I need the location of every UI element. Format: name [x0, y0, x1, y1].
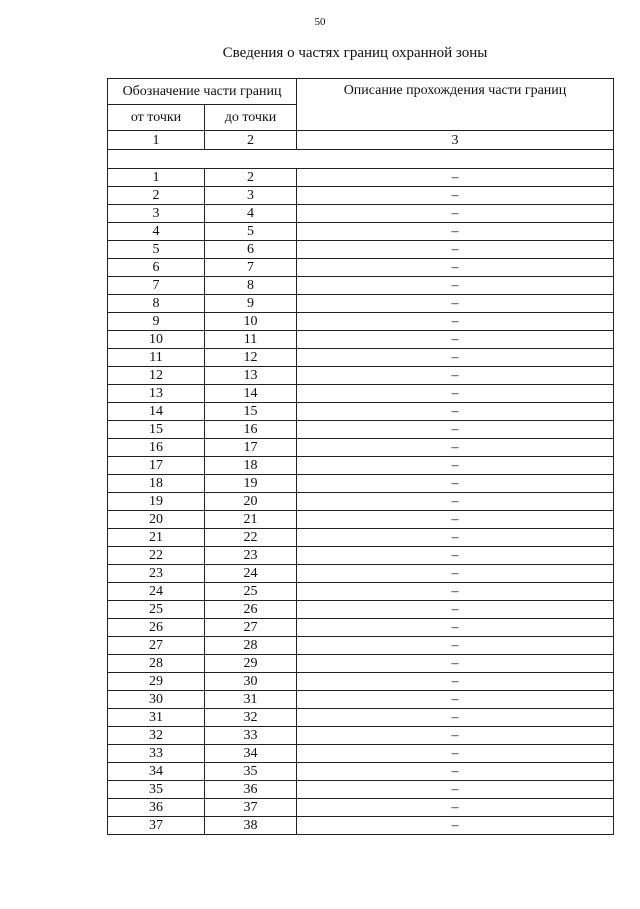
description-cell: –	[297, 637, 614, 655]
from-point-cell: 30	[108, 691, 205, 709]
from-point-cell: 34	[108, 763, 205, 781]
table-row	[108, 817, 614, 835]
from-point-cell: 6	[108, 259, 205, 277]
description-cell: –	[297, 421, 614, 439]
description-cell: –	[297, 295, 614, 313]
table-row	[108, 745, 614, 763]
to-point-cell: 22	[205, 529, 297, 547]
to-point-cell: 4	[205, 205, 297, 223]
from-point-cell: 22	[108, 547, 205, 565]
description-cell: –	[297, 727, 614, 745]
table-row	[108, 763, 614, 781]
table-row	[108, 529, 614, 547]
to-point-cell: 11	[205, 331, 297, 349]
description-cell: –	[297, 457, 614, 475]
table-row	[108, 637, 614, 655]
from-point-cell: 23	[108, 565, 205, 583]
to-point-cell: 32	[205, 709, 297, 727]
to-point-cell: 8	[205, 277, 297, 295]
from-point-cell: 28	[108, 655, 205, 673]
boundary-parts-table	[107, 78, 614, 835]
to-point-cell: 12	[205, 349, 297, 367]
table-row	[108, 727, 614, 745]
description-cell: –	[297, 313, 614, 331]
from-point-cell: 27	[108, 637, 205, 655]
table-row	[108, 511, 614, 529]
to-point-cell: 10	[205, 313, 297, 331]
table-row	[108, 691, 614, 709]
to-point-cell: 6	[205, 241, 297, 259]
from-point-cell: 25	[108, 601, 205, 619]
table-row	[108, 349, 614, 367]
description-cell: –	[297, 187, 614, 205]
description-cell: –	[297, 241, 614, 259]
from-point-cell: 8	[108, 295, 205, 313]
to-point-cell: 20	[205, 493, 297, 511]
to-point-cell: 35	[205, 763, 297, 781]
table-row	[108, 781, 614, 799]
table-row	[108, 187, 614, 205]
table-row	[108, 367, 614, 385]
table-row	[108, 205, 614, 223]
description-cell: –	[297, 799, 614, 817]
table-row	[108, 565, 614, 583]
header-description: Описание прохождения части границ	[297, 79, 614, 131]
to-point-cell: 24	[205, 565, 297, 583]
to-point-cell: 13	[205, 367, 297, 385]
to-point-cell: 26	[205, 601, 297, 619]
table-row	[108, 331, 614, 349]
table-row	[108, 385, 614, 403]
from-point-cell: 35	[108, 781, 205, 799]
to-point-cell: 19	[205, 475, 297, 493]
to-point-cell: 15	[205, 403, 297, 421]
from-point-cell: 14	[108, 403, 205, 421]
header-row-group	[108, 79, 614, 105]
table-row	[108, 223, 614, 241]
description-cell: –	[297, 709, 614, 727]
description-cell: –	[297, 565, 614, 583]
table-row	[108, 799, 614, 817]
to-point-cell: 16	[205, 421, 297, 439]
table-row	[108, 169, 614, 187]
description-cell: –	[297, 493, 614, 511]
table-row	[108, 259, 614, 277]
header-from-point: от точки	[108, 105, 205, 131]
from-point-cell: 31	[108, 709, 205, 727]
description-cell: –	[297, 403, 614, 421]
description-cell: –	[297, 601, 614, 619]
description-cell: –	[297, 439, 614, 457]
to-point-cell: 27	[205, 619, 297, 637]
to-point-cell: 17	[205, 439, 297, 457]
to-point-cell: 3	[205, 187, 297, 205]
from-point-cell: 11	[108, 349, 205, 367]
from-point-cell: 18	[108, 475, 205, 493]
description-cell: –	[297, 331, 614, 349]
table-row	[108, 475, 614, 493]
description-cell: –	[297, 817, 614, 835]
description-cell: –	[297, 259, 614, 277]
table-row	[108, 457, 614, 475]
to-point-cell: 9	[205, 295, 297, 313]
to-point-cell: 30	[205, 673, 297, 691]
to-point-cell: 2	[205, 169, 297, 187]
from-point-cell: 17	[108, 457, 205, 475]
table-row	[108, 619, 614, 637]
to-point-cell: 18	[205, 457, 297, 475]
page-number: 50	[314, 16, 326, 28]
description-cell: –	[297, 781, 614, 799]
from-point-cell: 29	[108, 673, 205, 691]
from-point-cell: 15	[108, 421, 205, 439]
from-point-cell: 21	[108, 529, 205, 547]
description-cell: –	[297, 475, 614, 493]
from-point-cell: 19	[108, 493, 205, 511]
from-point-cell: 24	[108, 583, 205, 601]
from-point-cell: 12	[108, 367, 205, 385]
from-point-cell: 7	[108, 277, 205, 295]
to-point-cell: 5	[205, 223, 297, 241]
header-row-numbers	[108, 131, 614, 150]
header-to-point: до точки	[205, 105, 297, 131]
to-point-cell: 37	[205, 799, 297, 817]
table-row	[108, 421, 614, 439]
table-row	[108, 403, 614, 421]
column-number-1: 1	[108, 131, 205, 150]
description-cell: –	[297, 277, 614, 295]
to-point-cell: 25	[205, 583, 297, 601]
table-row	[108, 277, 614, 295]
column-number-3: 3	[297, 131, 614, 150]
table-row	[108, 583, 614, 601]
description-cell: –	[297, 169, 614, 187]
description-cell: –	[297, 529, 614, 547]
from-point-cell: 1	[108, 169, 205, 187]
from-point-cell: 33	[108, 745, 205, 763]
table-row	[108, 673, 614, 691]
from-point-cell: 13	[108, 385, 205, 403]
table-row	[108, 709, 614, 727]
from-point-cell: 4	[108, 223, 205, 241]
table-row	[108, 241, 614, 259]
description-cell: –	[297, 745, 614, 763]
from-point-cell: 3	[108, 205, 205, 223]
table-row	[108, 493, 614, 511]
description-cell: –	[297, 655, 614, 673]
to-point-cell: 21	[205, 511, 297, 529]
from-point-cell: 37	[108, 817, 205, 835]
description-cell: –	[297, 673, 614, 691]
column-number-2: 2	[205, 131, 297, 150]
header-boundary-designation: Обозначение части границ	[108, 79, 297, 105]
description-cell: –	[297, 691, 614, 709]
description-cell: –	[297, 205, 614, 223]
description-cell: –	[297, 619, 614, 637]
from-point-cell: 5	[108, 241, 205, 259]
from-point-cell: 2	[108, 187, 205, 205]
from-point-cell: 20	[108, 511, 205, 529]
to-point-cell: 7	[205, 259, 297, 277]
to-point-cell: 28	[205, 637, 297, 655]
description-cell: –	[297, 367, 614, 385]
from-point-cell: 16	[108, 439, 205, 457]
description-cell: –	[297, 223, 614, 241]
to-point-cell: 29	[205, 655, 297, 673]
blank-row	[108, 150, 614, 169]
description-cell: –	[297, 385, 614, 403]
blank-cell	[108, 150, 614, 169]
from-point-cell: 36	[108, 799, 205, 817]
description-cell: –	[297, 547, 614, 565]
from-point-cell: 10	[108, 331, 205, 349]
table-row	[108, 313, 614, 331]
description-cell: –	[297, 349, 614, 367]
to-point-cell: 36	[205, 781, 297, 799]
to-point-cell: 31	[205, 691, 297, 709]
from-point-cell: 32	[108, 727, 205, 745]
to-point-cell: 33	[205, 727, 297, 745]
from-point-cell: 26	[108, 619, 205, 637]
to-point-cell: 38	[205, 817, 297, 835]
table-row	[108, 547, 614, 565]
to-point-cell: 23	[205, 547, 297, 565]
table-row	[108, 601, 614, 619]
from-point-cell: 9	[108, 313, 205, 331]
document-title: Сведения о частях границ охранной зоны	[222, 45, 488, 61]
description-cell: –	[297, 511, 614, 529]
description-cell: –	[297, 583, 614, 601]
table-row	[108, 439, 614, 457]
to-point-cell: 34	[205, 745, 297, 763]
to-point-cell: 14	[205, 385, 297, 403]
table-row	[108, 295, 614, 313]
table-row	[108, 655, 614, 673]
description-cell: –	[297, 763, 614, 781]
